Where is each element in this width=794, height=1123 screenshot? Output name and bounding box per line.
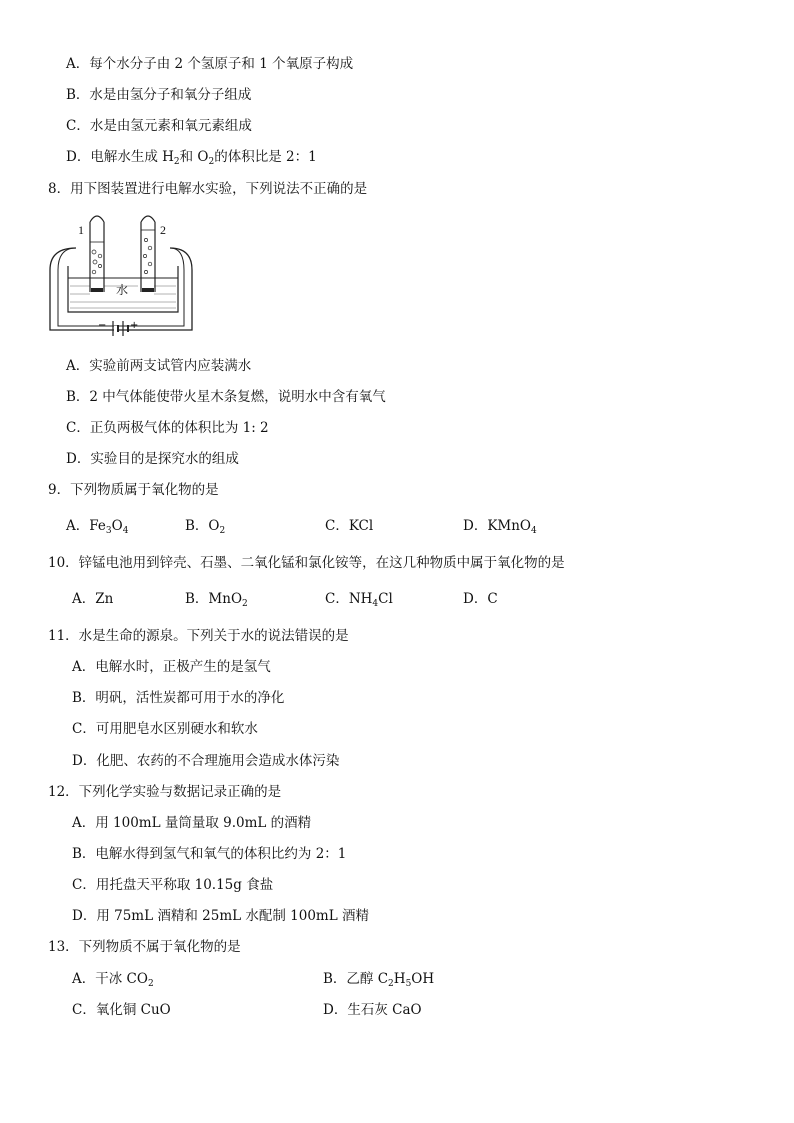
q10-option-d: D．C: [463, 591, 498, 607]
q10-option-b: B．MnO$_2$: [185, 591, 248, 609]
water-label: 水: [116, 283, 129, 297]
q11-stem: 11．水是生命的源泉。下列关于水的说法错误的是: [48, 628, 349, 644]
q7-option-c: C．水是由氢元素和氧元素组成: [66, 118, 252, 134]
positive-terminal-label: +: [130, 320, 139, 331]
q8-stem: 8．用下图装置进行电解水实验，下列说法不正确的是: [48, 181, 368, 197]
q7-option-d: D．电解水生成 $H_2$和 $O_2$的体积比是 2：1: [66, 149, 317, 167]
tube-label-1: 1: [78, 223, 84, 237]
q7-option-a: A．每个水分子由 2 个氢原子和 1 个氧原子构成: [66, 56, 354, 72]
q9-option-a: A．$Fe_3O_4$: [66, 518, 129, 536]
negative-terminal-label: −: [98, 320, 107, 331]
electrode-2: [142, 288, 154, 292]
q10-option-c: C．$NH_4Cl$: [325, 591, 393, 609]
electrode-1: [91, 288, 103, 292]
q9-stem: 9．下列物质属于氧化物的是: [48, 482, 219, 498]
q9-option-b: B．$O_2$: [185, 518, 226, 536]
q7-option-b: B．水是由氢分子和氧分子组成: [66, 87, 252, 103]
q13-stem: 13．下列物质不属于氧化物的是: [48, 939, 241, 955]
q10-stem: 10．锌锰电池用到锌壳、石墨、二氧化锰和氯化铵等，在这几种物质中属于氧化物的是: [48, 555, 565, 571]
tube-label-2: 2: [160, 223, 166, 237]
q9-option-d: D．KMnO$_4$: [463, 518, 537, 536]
q11-option-b: B．明矾，活性炭都可用于水的净化: [72, 690, 285, 706]
q11-option-d: D．化肥、农药的不合理施用会造成水体污染: [72, 753, 340, 769]
q8-option-b: B．2 中气体能使带火星木条复燃，说明水中含有氧气: [66, 389, 386, 405]
electrolysis-apparatus-diagram: [46, 208, 206, 338]
q8-option-d: D．实验目的是探究水的组成: [66, 451, 239, 467]
q12-option-d: D．用 75mL 酒精和 25mL 水配制 100mL 酒精: [72, 908, 369, 924]
q13-option-b: B．乙醇 $C_2H_5OH$: [323, 971, 435, 989]
q12-stem: 12．下列化学实验与数据记录正确的是: [48, 784, 282, 800]
bubbles-tube-1: [92, 250, 102, 274]
q12-option-a: A．用 100mL 量筒量取 9.0mL 的酒精: [72, 815, 312, 831]
test-tube-2: [141, 216, 155, 292]
q13-option-a: A．干冰 $CO_2$: [72, 971, 154, 989]
q12-option-c: C．用托盘天平称取 10.15g 食盐: [72, 877, 274, 893]
q12-option-b: B．电解水得到氢气和氧气的体积比约为 2：1: [72, 846, 347, 862]
q11-option-a: A．电解水时，正极产生的是氢气: [72, 659, 271, 675]
test-tube-1: [90, 216, 104, 292]
q10-option-a: A．Zn: [72, 591, 114, 607]
q13-option-c: C．氧化铜 CuO: [72, 1002, 171, 1018]
bubbles-tube-2: [143, 238, 151, 273]
q8-option-a: A．实验前两支试管内应装满水: [66, 358, 252, 374]
q8-option-c: C．正负两极气体的体积比为 1: 2: [66, 420, 269, 436]
q11-option-c: C．可用肥皂水区别硬水和软水: [72, 721, 258, 737]
q13-option-d: D．生石灰 CaO: [323, 1002, 422, 1018]
q9-option-c: C．KCl: [325, 518, 374, 534]
